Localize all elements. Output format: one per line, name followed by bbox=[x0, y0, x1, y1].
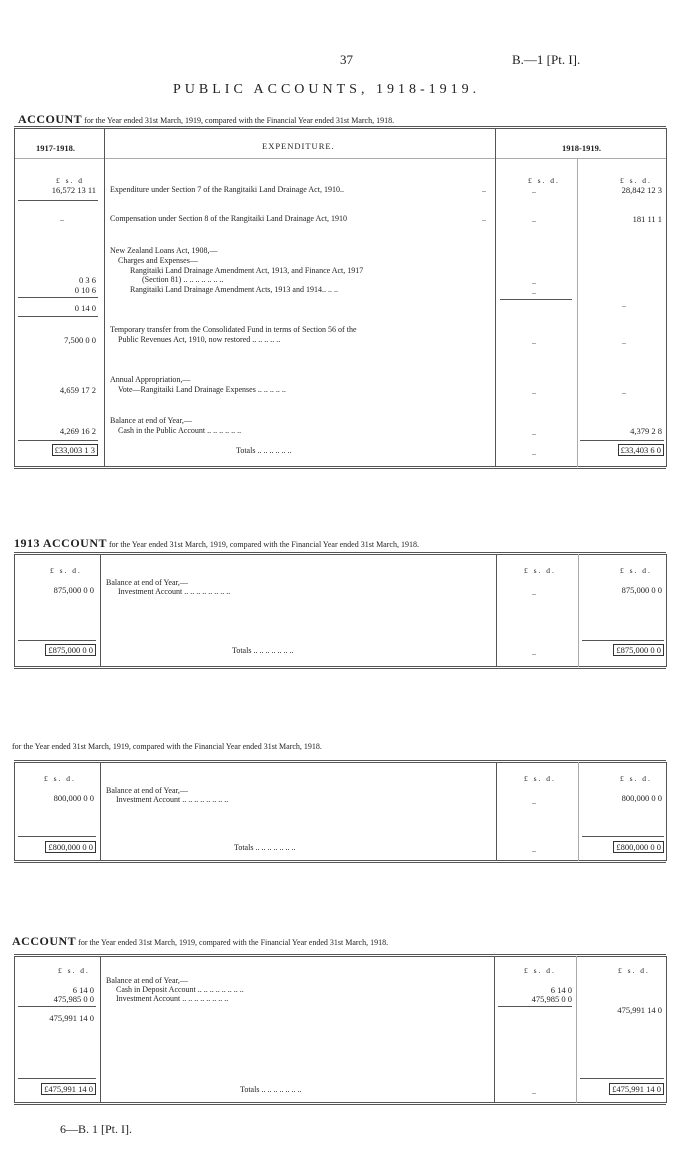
investment-account: Investment Account .. .. .. .. .. .. .. .. bbox=[116, 795, 229, 804]
col-header-1917: 1917-1918. bbox=[36, 143, 75, 153]
amount-prev: 475,985 0 0 bbox=[53, 994, 94, 1004]
amount-prev: .. bbox=[60, 214, 64, 223]
currency-header: £ s. d. bbox=[58, 966, 90, 975]
amount-prev: 4,269 16 2 bbox=[59, 426, 96, 436]
total-mid: .. bbox=[532, 1087, 536, 1096]
amount-mid: .. bbox=[532, 287, 536, 296]
section1-heading-bold: ACCOUNT bbox=[18, 112, 83, 126]
totals-label: Totals .. .. .. .. .. .. .. bbox=[234, 843, 296, 852]
amount-cur: .. bbox=[622, 300, 626, 309]
amount-prev: 7,500 0 0 bbox=[64, 335, 96, 345]
currency-header: £ s. d. bbox=[524, 566, 556, 575]
balance-line-1: Balance at end of Year,— bbox=[106, 578, 188, 587]
amount-mid: .. bbox=[532, 277, 536, 286]
amount-mid: .. bbox=[532, 186, 536, 195]
loans-item-2: Rangitaiki Land Drainage Amendment Acts, 1913 and 1914.. .. .. bbox=[130, 285, 338, 294]
col-header-1918: 1918-1919. bbox=[562, 143, 601, 153]
row-text: Expenditure under Section 7 of the Rangitaiki Land Drainage Act, 1910.. bbox=[110, 185, 344, 194]
amount-cur: 4,379 2 8 bbox=[630, 426, 662, 436]
balance-line-1: Balance at end of Year,— bbox=[106, 976, 188, 985]
transfer-line-1: Temporary transfer from the Consolidated Fund in terms of Section 56 of the bbox=[110, 325, 357, 334]
section3-heading-rest: for the Year ended 31st March, 1919, compared with the Financial Year ended 31st March, 1918. bbox=[12, 742, 322, 751]
amount-mid: .. bbox=[532, 428, 536, 437]
total-prev: £33,003 1 3 bbox=[52, 444, 98, 456]
section4-heading bbox=[12, 934, 388, 949]
amount-prev: 875,000 0 0 bbox=[53, 585, 94, 595]
total-prev: £875,000 0 0 bbox=[45, 644, 96, 656]
loans-item-1: Rangitaiki Land Drainage Amendment Act, 1913, and Finance Act, 1917 bbox=[130, 266, 364, 275]
amount-subtotal: 475,991 14 0 bbox=[49, 1013, 94, 1023]
amount-cur: 800,000 0 0 bbox=[621, 793, 662, 803]
total-mid: .. bbox=[532, 448, 536, 457]
currency-header: £ s. d. bbox=[528, 176, 560, 185]
amount-mid: .. bbox=[532, 588, 536, 597]
section2-heading bbox=[14, 536, 419, 551]
appropriation-line-1: Annual Appropriation,— bbox=[110, 375, 191, 384]
loans-charges: Charges and Expenses— bbox=[118, 256, 198, 265]
deposit-account: Cash in Deposit Account .. .. .. .. .. .. .. .. bbox=[116, 985, 244, 994]
total-mid: .. bbox=[532, 648, 536, 657]
totals-label: Totals .. .. .. .. .. .. .. bbox=[240, 1085, 302, 1094]
col-header-expenditure: EXPENDITURE. bbox=[262, 141, 335, 151]
total-cur: £475,991 14 0 bbox=[609, 1083, 664, 1095]
currency-header: £ s. d. bbox=[618, 966, 650, 975]
amount-prev: 0 10 6 bbox=[74, 285, 96, 295]
amount-prev: 800,000 0 0 bbox=[53, 793, 94, 803]
page-title: PUBLIC ACCOUNTS, 1918-1919. bbox=[173, 82, 481, 97]
currency-header: £ s. d bbox=[56, 176, 85, 185]
total-prev: £800,000 0 0 bbox=[45, 841, 96, 853]
currency-header: £ s. d. bbox=[620, 176, 652, 185]
amount-cur: 475,991 14 0 bbox=[617, 1005, 662, 1015]
amount-prev: 16,572 13 11 bbox=[51, 185, 96, 195]
total-cur: £33,403 6 0 bbox=[618, 444, 664, 456]
total-cur: £800,000 0 0 bbox=[613, 841, 664, 853]
page-number: 37 bbox=[340, 52, 353, 67]
amount-cur: 181 11 1 bbox=[632, 214, 662, 224]
leader-dots: .. bbox=[482, 185, 486, 194]
amount-cur: .. bbox=[622, 387, 626, 396]
balance-line-1: Balance at end of Year,— bbox=[106, 786, 188, 795]
balance-line-2: Cash in the Public Account .. .. .. .. .. .. bbox=[118, 426, 242, 435]
totals-label: Totals .. .. .. .. .. .. .. bbox=[232, 646, 294, 655]
amount-mid: 6 14 0 bbox=[550, 985, 572, 995]
totals-label: Totals .. .. .. .. .. .. bbox=[236, 446, 292, 455]
document-reference: B.—1 [Pt. I]. bbox=[512, 52, 581, 67]
section1-heading-rest: for the Year ended 31st March, 1919, compared with the Financial Year ended 31st March, 1918. bbox=[84, 116, 395, 125]
currency-header: £ s. d. bbox=[50, 566, 82, 575]
investment-account: Investment Account .. .. .. .. .. .. .. .. bbox=[116, 994, 229, 1003]
appropriation-line-2: Vote—Rangitaiki Land Drainage Expenses .. .. .. .. .. bbox=[118, 385, 286, 394]
amount-cur: 875,000 0 0 bbox=[621, 585, 662, 595]
section3-heading bbox=[12, 742, 322, 751]
section2-heading-bold: 1913 ACCOUNT bbox=[14, 536, 108, 550]
currency-header: £ s. d. bbox=[524, 966, 556, 975]
leader-dots: .. bbox=[482, 214, 486, 223]
amount-mid: .. bbox=[532, 387, 536, 396]
transfer-line-2: Public Revenues Act, 1910, now restored .. .. .. .. .. bbox=[118, 335, 281, 344]
currency-header: £ s. d. bbox=[620, 566, 652, 575]
amount-mid: 475,985 0 0 bbox=[531, 994, 572, 1004]
investment-account: Investment Account .. .. .. .. .. .. .. .. bbox=[118, 587, 231, 596]
row-text: Compensation under Section 8 of the Rangitaiki Land Drainage Act, 1910 bbox=[110, 214, 348, 223]
amount-prev: 6 14 0 bbox=[72, 985, 94, 995]
currency-header: £ s. d. bbox=[524, 774, 556, 783]
amount-cur: .. bbox=[622, 337, 626, 346]
amount-prev: 0 3 6 bbox=[79, 275, 96, 285]
total-mid: .. bbox=[532, 845, 536, 854]
amount-mid: .. bbox=[532, 215, 536, 224]
loans-item-1b: (Section 81) .. .. .. .. .. .. .. bbox=[142, 275, 224, 284]
balance-line-1: Balance at end of Year,— bbox=[110, 416, 192, 425]
page-footer: 6—B. 1 [Pt. I]. bbox=[60, 1122, 132, 1136]
total-prev: £475,991 14 0 bbox=[41, 1083, 96, 1095]
amount-prev: 4,659 17 2 bbox=[59, 385, 96, 395]
amount-mid: .. bbox=[532, 337, 536, 346]
currency-header: £ s. d. bbox=[620, 774, 652, 783]
currency-header: £ s. d. bbox=[44, 774, 76, 783]
section4-heading-rest: for the Year ended 31st March, 1919, compared with the Financial Year ended 31st March, 1918. bbox=[78, 938, 389, 947]
amount-mid: .. bbox=[532, 797, 536, 806]
section1-heading bbox=[18, 112, 394, 127]
section2-heading-rest: for the Year ended 31st March, 1919, compared with the Financial Year ended 31st March, 1918. bbox=[109, 540, 419, 549]
total-cur: £875,000 0 0 bbox=[613, 644, 664, 656]
section4-heading-bold: ACCOUNT bbox=[12, 934, 77, 948]
amount-cur: 28,842 12 3 bbox=[621, 185, 662, 195]
amount-subtotal: 0 14 0 bbox=[74, 303, 96, 313]
loans-act-title: New Zealand Loans Act, 1908,— bbox=[110, 246, 218, 255]
